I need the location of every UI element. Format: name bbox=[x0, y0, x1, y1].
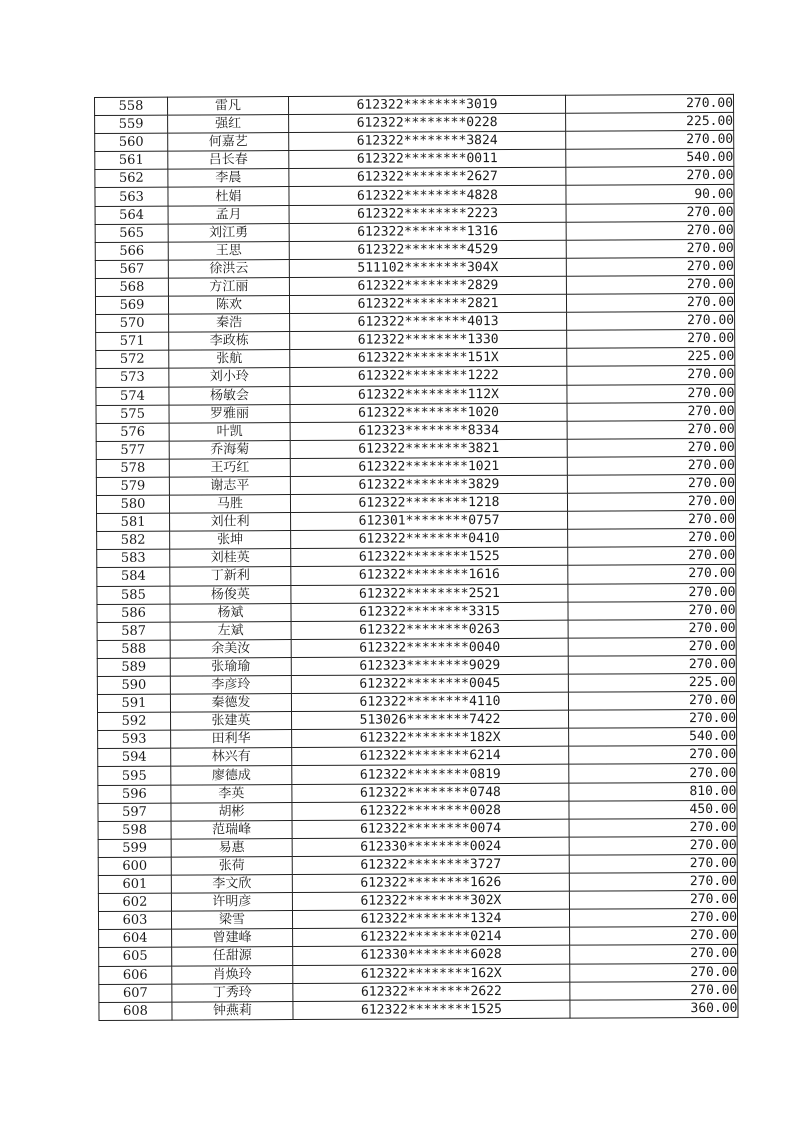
row-number-cell: 607 bbox=[99, 984, 172, 1002]
amount-cell: 270.00 bbox=[567, 456, 735, 475]
person-name-cell: 李彦玲 bbox=[170, 676, 291, 695]
person-name-cell: 秦浩 bbox=[169, 314, 290, 333]
person-name-cell: 田利华 bbox=[171, 730, 292, 749]
amount-cell: 450.00 bbox=[569, 800, 737, 819]
amount-cell: 270.00 bbox=[568, 511, 736, 530]
row-number-cell: 584 bbox=[97, 568, 170, 586]
id-number-cell: 612322********112X bbox=[290, 385, 567, 404]
id-number-cell: 612322********3019 bbox=[289, 95, 566, 114]
amount-cell: 90.00 bbox=[566, 185, 734, 204]
person-name-cell: 张荷 bbox=[171, 856, 292, 875]
person-name-cell: 杨俊英 bbox=[170, 585, 291, 604]
row-number-cell: 605 bbox=[99, 948, 172, 966]
person-name-cell: 许明彦 bbox=[171, 893, 292, 912]
amount-cell: 270.00 bbox=[568, 619, 736, 638]
amount-cell: 270.00 bbox=[567, 438, 735, 457]
amount-cell: 270.00 bbox=[566, 293, 734, 312]
row-number-cell: 587 bbox=[97, 622, 170, 640]
row-number-cell: 567 bbox=[95, 260, 168, 278]
row-number-cell: 595 bbox=[98, 767, 171, 785]
id-number-cell: 612322********3727 bbox=[292, 855, 569, 874]
row-number-cell: 580 bbox=[96, 495, 169, 513]
amount-cell: 225.00 bbox=[568, 673, 736, 692]
amount-cell: 270.00 bbox=[569, 818, 737, 837]
row-number-cell: 608 bbox=[99, 1002, 172, 1020]
person-name-cell: 李文欣 bbox=[171, 875, 292, 894]
amount-cell: 270.00 bbox=[566, 167, 734, 186]
person-name-cell: 任甜源 bbox=[172, 947, 293, 966]
id-number-cell: 612322********3829 bbox=[290, 475, 567, 494]
id-number-cell: 612322********0214 bbox=[293, 927, 570, 946]
person-name-cell: 钟燕莉 bbox=[172, 1001, 293, 1020]
amount-cell: 270.00 bbox=[569, 710, 737, 729]
row-number-cell: 569 bbox=[95, 296, 168, 314]
id-number-cell: 612322********0045 bbox=[291, 674, 568, 693]
person-name-cell: 刘仕利 bbox=[170, 513, 291, 532]
amount-cell: 270.00 bbox=[568, 691, 736, 710]
row-number-cell: 575 bbox=[96, 405, 169, 423]
person-name-cell: 张航 bbox=[169, 350, 290, 369]
row-number-cell: 603 bbox=[98, 911, 171, 929]
amount-cell: 270.00 bbox=[569, 890, 737, 909]
person-name-cell: 杜娟 bbox=[168, 187, 289, 206]
row-number-cell: 600 bbox=[98, 857, 171, 875]
row-number-cell: 606 bbox=[99, 966, 172, 984]
amount-cell: 360.00 bbox=[570, 999, 738, 1018]
amount-cell: 270.00 bbox=[569, 909, 737, 928]
id-number-cell: 612322********4110 bbox=[291, 692, 568, 711]
row-number-cell: 588 bbox=[97, 640, 170, 658]
amount-cell: 270.00 bbox=[570, 981, 738, 1000]
amount-cell: 270.00 bbox=[568, 583, 736, 602]
person-name-cell: 廖德成 bbox=[171, 766, 292, 785]
id-number-cell: 612322********1525 bbox=[291, 548, 568, 567]
id-number-cell: 612322********6214 bbox=[292, 747, 569, 766]
id-number-cell: 612322********0819 bbox=[292, 765, 569, 784]
row-number-cell: 577 bbox=[96, 441, 169, 459]
row-number-cell: 576 bbox=[96, 423, 169, 441]
person-name-cell: 易惠 bbox=[171, 838, 292, 857]
amount-cell: 270.00 bbox=[566, 257, 734, 276]
id-number-cell: 612322********1218 bbox=[290, 493, 567, 512]
amount-cell: 270.00 bbox=[569, 746, 737, 765]
id-number-cell: 612322********4013 bbox=[290, 312, 567, 331]
amount-cell: 270.00 bbox=[569, 836, 737, 855]
table-row bbox=[99, 999, 738, 1020]
amount-cell: 270.00 bbox=[568, 655, 736, 674]
id-number-cell: 612322********151X bbox=[290, 349, 567, 368]
roster-table-body bbox=[95, 94, 739, 1020]
amount-cell: 540.00 bbox=[569, 728, 737, 747]
id-number-cell: 612322********2622 bbox=[293, 982, 570, 1001]
id-number-cell: 612322********3824 bbox=[289, 131, 566, 150]
id-number-cell: 612322********182X bbox=[292, 728, 569, 747]
id-number-cell: 612322********0228 bbox=[289, 113, 566, 132]
row-number-cell: 582 bbox=[97, 531, 170, 549]
row-number-cell: 583 bbox=[97, 549, 170, 567]
person-name-cell: 王思 bbox=[168, 241, 289, 260]
person-name-cell: 范瑞峰 bbox=[171, 820, 292, 839]
id-number-cell: 612301********0757 bbox=[291, 511, 568, 530]
row-number-cell: 566 bbox=[95, 242, 168, 260]
amount-cell: 270.00 bbox=[569, 872, 737, 891]
id-number-cell: 612322********4828 bbox=[289, 186, 566, 205]
amount-cell: 810.00 bbox=[569, 782, 737, 801]
person-name-cell: 叶凯 bbox=[169, 422, 290, 441]
person-name-cell: 雷凡 bbox=[168, 97, 289, 116]
id-number-cell: 612322********0074 bbox=[292, 819, 569, 838]
amount-cell: 270.00 bbox=[566, 275, 734, 294]
row-number-cell: 578 bbox=[96, 459, 169, 477]
person-name-cell: 刘江勇 bbox=[168, 223, 289, 242]
amount-cell: 270.00 bbox=[565, 94, 733, 113]
row-number-cell: 601 bbox=[98, 875, 171, 893]
row-number-cell: 573 bbox=[96, 369, 169, 387]
amount-cell: 270.00 bbox=[570, 963, 738, 982]
row-number-cell: 574 bbox=[96, 387, 169, 405]
id-number-cell: 612322********0748 bbox=[292, 783, 569, 802]
id-number-cell: 612322********2829 bbox=[289, 276, 566, 295]
person-name-cell: 张坤 bbox=[170, 531, 291, 550]
id-number-cell: 612322********1020 bbox=[290, 403, 567, 422]
row-number-cell: 586 bbox=[97, 604, 170, 622]
amount-cell: 270.00 bbox=[570, 945, 738, 964]
amount-cell: 270.00 bbox=[567, 366, 735, 385]
amount-cell: 540.00 bbox=[566, 149, 734, 168]
id-number-cell: 612322********2821 bbox=[289, 294, 566, 313]
id-number-cell: 612322********0410 bbox=[291, 529, 568, 548]
person-name-cell: 丁新利 bbox=[170, 567, 291, 586]
id-number-cell: 612322********1626 bbox=[292, 873, 569, 892]
row-number-cell: 571 bbox=[96, 332, 169, 350]
id-number-cell: 612322********302X bbox=[292, 891, 569, 910]
person-name-cell: 马胜 bbox=[169, 495, 290, 514]
roster-table bbox=[94, 94, 739, 1021]
person-name-cell: 秦德发 bbox=[170, 694, 291, 713]
row-number-cell: 602 bbox=[98, 893, 171, 911]
row-number-cell: 589 bbox=[97, 658, 170, 676]
amount-cell: 270.00 bbox=[568, 637, 736, 656]
row-number-cell: 596 bbox=[98, 785, 171, 803]
amount-cell: 270.00 bbox=[566, 203, 734, 222]
amount-cell: 270.00 bbox=[566, 221, 734, 240]
amount-cell: 270.00 bbox=[567, 330, 735, 349]
id-number-cell: 612330********0024 bbox=[292, 837, 569, 856]
amount-cell: 270.00 bbox=[567, 384, 735, 403]
row-number-cell: 594 bbox=[98, 749, 171, 767]
person-name-cell: 肖焕玲 bbox=[172, 965, 293, 984]
amount-cell: 270.00 bbox=[566, 239, 734, 258]
amount-cell: 270.00 bbox=[568, 529, 736, 548]
person-name-cell: 余美汝 bbox=[170, 639, 291, 658]
amount-cell: 270.00 bbox=[568, 547, 736, 566]
id-number-cell: 513026********7422 bbox=[292, 710, 569, 729]
row-number-cell: 579 bbox=[96, 477, 169, 495]
person-name-cell: 刘小玲 bbox=[169, 368, 290, 387]
person-name-cell: 杨斌 bbox=[170, 603, 291, 622]
amount-cell: 270.00 bbox=[567, 311, 735, 330]
row-number-cell: 570 bbox=[96, 314, 169, 332]
id-number-cell: 612323********8334 bbox=[290, 421, 567, 440]
amount-cell: 270.00 bbox=[568, 601, 736, 620]
id-number-cell: 612322********1316 bbox=[289, 222, 566, 241]
person-name-cell: 丁秀玲 bbox=[172, 983, 293, 1002]
row-number-cell: 560 bbox=[95, 133, 168, 151]
amount-cell: 270.00 bbox=[569, 764, 737, 783]
amount-cell: 270.00 bbox=[567, 402, 735, 421]
person-name-cell: 强红 bbox=[168, 115, 289, 134]
person-name-cell: 张建英 bbox=[171, 712, 292, 731]
amount-cell: 270.00 bbox=[567, 420, 735, 439]
person-name-cell: 李政栋 bbox=[169, 332, 290, 351]
row-number-cell: 568 bbox=[95, 278, 168, 296]
id-number-cell: 612322********4529 bbox=[289, 240, 566, 259]
row-number-cell: 593 bbox=[98, 730, 171, 748]
person-name-cell: 罗雅丽 bbox=[169, 404, 290, 423]
roster-sheet bbox=[94, 94, 738, 1021]
person-name-cell: 吕长春 bbox=[168, 151, 289, 170]
row-number-cell: 604 bbox=[99, 929, 172, 947]
id-number-cell: 612322********1021 bbox=[290, 457, 567, 476]
amount-cell: 270.00 bbox=[566, 131, 734, 150]
id-number-cell: 612322********1222 bbox=[290, 367, 567, 386]
person-name-cell: 胡彬 bbox=[171, 802, 292, 821]
id-number-cell: 612322********3315 bbox=[291, 602, 568, 621]
row-number-cell: 572 bbox=[96, 350, 169, 368]
id-number-cell: 612323********9029 bbox=[291, 656, 568, 675]
amount-cell: 270.00 bbox=[567, 492, 735, 511]
row-number-cell: 599 bbox=[98, 839, 171, 857]
person-name-cell: 曾建峰 bbox=[172, 929, 293, 948]
person-name-cell: 李晨 bbox=[168, 169, 289, 188]
person-name-cell: 乔海菊 bbox=[169, 440, 290, 459]
id-number-cell: 511102********304X bbox=[289, 258, 566, 277]
id-number-cell: 612322********1616 bbox=[291, 566, 568, 585]
person-name-cell: 林兴有 bbox=[171, 748, 292, 767]
person-name-cell: 梁雪 bbox=[171, 911, 292, 930]
amount-cell: 225.00 bbox=[567, 348, 735, 367]
amount-cell: 270.00 bbox=[569, 854, 737, 873]
person-name-cell: 方江丽 bbox=[168, 277, 289, 296]
person-name-cell: 左斌 bbox=[170, 621, 291, 640]
row-number-cell: 563 bbox=[95, 188, 168, 206]
amount-cell: 225.00 bbox=[566, 112, 734, 131]
id-number-cell: 612322********1330 bbox=[290, 330, 567, 349]
row-number-cell: 558 bbox=[95, 97, 168, 115]
person-name-cell: 杨敏会 bbox=[169, 386, 290, 405]
id-number-cell: 612322********3821 bbox=[290, 439, 567, 458]
person-name-cell: 刘桂英 bbox=[170, 549, 291, 568]
person-name-cell: 何嘉艺 bbox=[168, 133, 289, 152]
amount-cell: 270.00 bbox=[568, 565, 736, 584]
amount-cell: 270.00 bbox=[570, 927, 738, 946]
person-name-cell: 李英 bbox=[171, 784, 292, 803]
row-number-cell: 559 bbox=[95, 115, 168, 133]
row-number-cell: 592 bbox=[98, 712, 171, 730]
id-number-cell: 612322********0263 bbox=[291, 620, 568, 639]
person-name-cell: 谢志平 bbox=[169, 477, 290, 496]
amount-cell: 270.00 bbox=[567, 474, 735, 493]
id-number-cell: 612322********1324 bbox=[292, 909, 569, 928]
id-number-cell: 612322********2521 bbox=[291, 584, 568, 603]
row-number-cell: 590 bbox=[97, 676, 170, 694]
id-number-cell: 612330********6028 bbox=[293, 946, 570, 965]
row-number-cell: 561 bbox=[95, 151, 168, 169]
row-number-cell: 562 bbox=[95, 170, 168, 188]
row-number-cell: 591 bbox=[97, 694, 170, 712]
row-number-cell: 565 bbox=[95, 224, 168, 242]
id-number-cell: 612322********2627 bbox=[289, 168, 566, 187]
person-name-cell: 张瑜瑜 bbox=[170, 657, 291, 676]
id-number-cell: 612322********1525 bbox=[293, 1000, 570, 1019]
person-name-cell: 孟月 bbox=[168, 205, 289, 224]
person-name-cell: 陈欢 bbox=[168, 296, 289, 315]
id-number-cell: 612322********162X bbox=[293, 964, 570, 983]
id-number-cell: 612322********0028 bbox=[292, 801, 569, 820]
person-name-cell: 徐洪云 bbox=[168, 259, 289, 278]
person-name-cell: 王巧红 bbox=[169, 458, 290, 477]
row-number-cell: 597 bbox=[98, 803, 171, 821]
id-number-cell: 612322********2223 bbox=[289, 204, 566, 223]
id-number-cell: 612322********0040 bbox=[291, 638, 568, 657]
row-number-cell: 585 bbox=[97, 586, 170, 604]
row-number-cell: 581 bbox=[97, 513, 170, 531]
row-number-cell: 564 bbox=[95, 206, 168, 224]
id-number-cell: 612322********0011 bbox=[289, 149, 566, 168]
row-number-cell: 598 bbox=[98, 821, 171, 839]
